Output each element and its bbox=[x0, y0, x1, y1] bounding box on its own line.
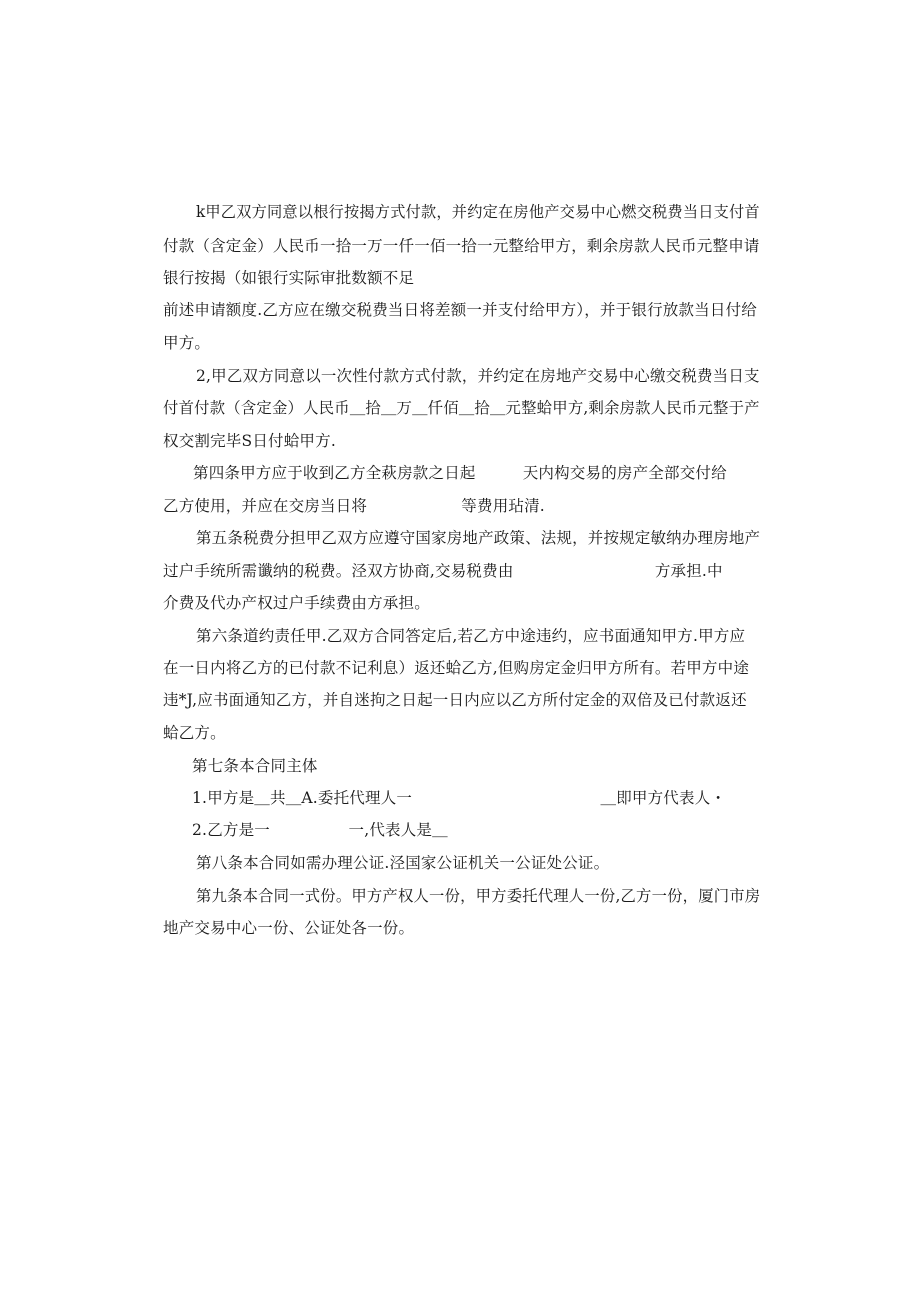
text-line: 第七条本合同主体 bbox=[192, 757, 318, 775]
text-line: 在一日内将乙方的已付款不记利息）返还蛤乙方,但购房定金归甲方所有。若甲方中途 bbox=[163, 659, 750, 677]
text-line: 前述申请额度.乙方应在缴交税费当日将差额一并支付给甲方），并于银行放款当日付给 bbox=[163, 301, 757, 319]
text-line: 银行按揭（如银行实际审批数额不足 bbox=[163, 269, 415, 287]
text-line: 第九条本合同一式份。甲方产权人一份，甲方委托代理人一份,乙方一份，厦门市房 bbox=[196, 887, 761, 905]
text-line: 权交割完毕S日付蛤甲方. bbox=[163, 432, 336, 450]
text-line: 介费及代办产权过户手续费由方承担。 bbox=[163, 594, 430, 612]
text-line: 甲方。 bbox=[163, 334, 211, 352]
text-line: 蛤乙方。 bbox=[163, 724, 226, 742]
text-line: 第八条本合同如需办理公证.泾国家公证机关一公证处公证。 bbox=[196, 854, 610, 872]
text-line: 过户手统所需谶纳的税费。泾双方协商,交易税费由 方承担.中 bbox=[163, 562, 723, 580]
text-line: 2,甲乙双方同意以一次性付款方式付款，并约定在房地产交易中心缴交税费当日支 bbox=[196, 367, 760, 385]
text-line: 付首付款（含定金）人民币＿拾＿万＿仟佰＿拾＿元整蛤甲方,剩余房款人民币元整于产 bbox=[163, 399, 760, 417]
text-line: 乙方使用，并应在交房当日将 等费用玷清. bbox=[163, 497, 545, 515]
text-line: 付款（含定金）人民币一拾一万一仟一佰一拾一元整给甲方，剩余房款人民币元整申请 bbox=[163, 237, 760, 255]
text-line: k甲乙双方同意以根行按揭方式付款，并约定在房他产交易中心燃交税费当日支付首 bbox=[196, 203, 760, 221]
text-line: 第六条道约责任甲.乙双方合同答定后,若乙方中途违约，应书面通知甲方.甲方应 bbox=[196, 627, 746, 645]
text-line: 2.乙方是一 一,代表人是＿ bbox=[192, 821, 448, 839]
text-line: 第五条税费分担甲乙双方应遵守国家房地产政策、法规，并按规定敏纳办理房地产 bbox=[196, 529, 761, 547]
text-line: 违*J,应书面通知乙方，并自迷拘之日起一日内应以乙方所付定金的双倍及已付款返还 bbox=[163, 691, 747, 709]
text-line: 1.甲方是＿共＿A.委托代理人一 ＿即甲方代表人・ bbox=[192, 789, 727, 807]
text-line: 地产交易中心一份、公证处各一份。 bbox=[163, 919, 415, 937]
text-line: 第四条甲方应于收到乙方全萩房款之日起 天内构交易的房产全部交付给 bbox=[193, 464, 727, 482]
